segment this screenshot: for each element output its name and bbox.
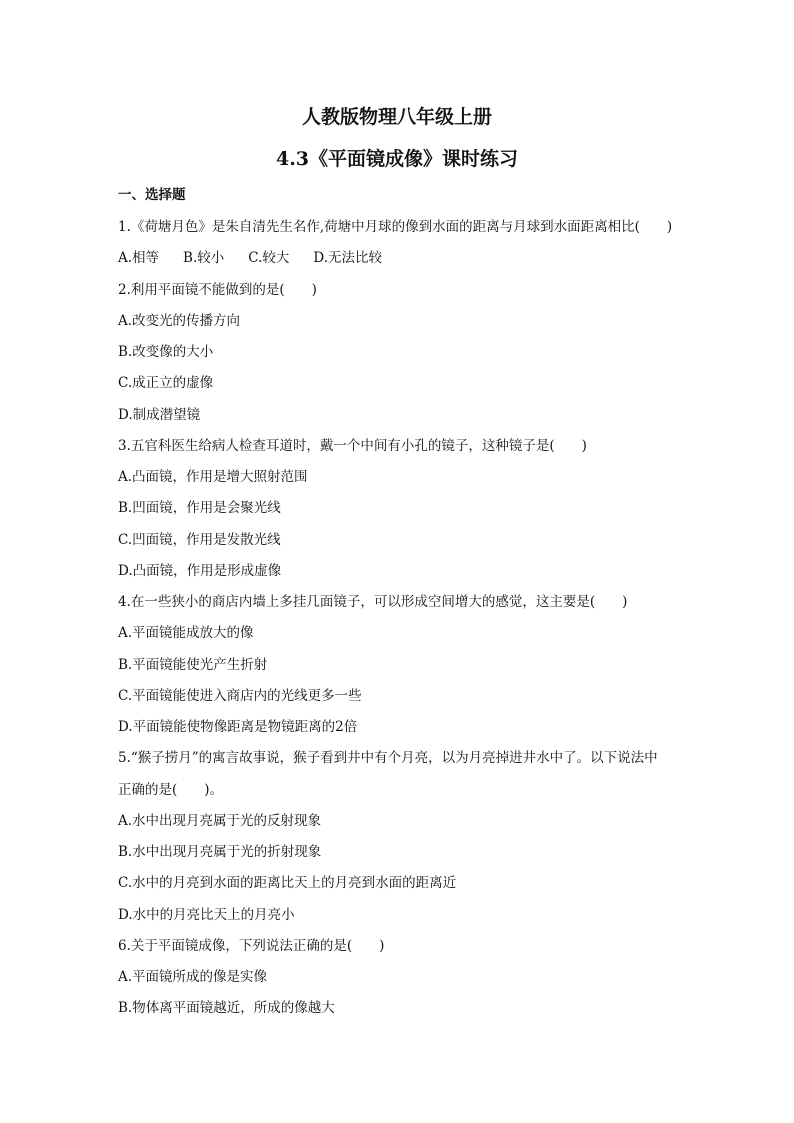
question-stem-continued: 正确的是( )。 xyxy=(118,781,224,798)
option: D.水中的月亮比天上的月亮小 xyxy=(118,906,295,923)
section-heading: 一、选择题 xyxy=(118,187,186,203)
option: D.平面镜能使物像距离是物镜距离的2倍 xyxy=(118,719,358,735)
option: B.水中出现月亮属于光的折射现象 xyxy=(118,844,322,860)
question-stem: 5.“猴子捞月”的寓言故事说，猴子看到井中有个月亮，以为月亮掉进井水中了。以下说法中 xyxy=(118,750,658,767)
question-stem: 4.在一些狭小的商店内墙上多挂几面镜子，可以形成空间增大的感觉，这主要是( ) xyxy=(118,594,628,610)
option: C.平面镜能使进入商店内的光线更多一些 xyxy=(118,687,362,704)
option: D.制成潜望镜 xyxy=(118,406,201,423)
option: A.水中出现月亮属于光的反射现象 xyxy=(118,812,322,829)
option: C.水中的月亮到水面的距离比天上的月亮到水面的距离近 xyxy=(118,875,457,892)
option: A.平面镜所成的像是实像 xyxy=(118,969,268,985)
option: B.凹面镜，作用是会聚光线 xyxy=(118,500,281,517)
document-title: 人教版物理八年级上册 xyxy=(301,106,492,128)
question-options-row xyxy=(118,243,718,274)
option: A.凸面镜，作用是增大照射范围 xyxy=(118,469,308,485)
option: C.较大 xyxy=(248,250,290,267)
option: C.凹面镜，作用是发散光线 xyxy=(118,531,281,548)
option: D.凸面镜，作用是形成虚像 xyxy=(118,562,282,579)
option: B.较小 xyxy=(183,250,225,267)
document-subtitle: 4.3《平面镜成像》课时练习 xyxy=(275,148,519,170)
option: B.物体离平面镜越近，所成的像越大 xyxy=(118,1000,335,1017)
option: B.改变像的大小 xyxy=(118,344,214,360)
question-stem: 2.利用平面镜不能做到的是( ) xyxy=(118,281,317,298)
question-list xyxy=(118,212,718,1025)
option: A.相等 xyxy=(118,250,160,267)
option: D.无法比较 xyxy=(313,250,383,267)
option: B.平面镜能使光产生折射 xyxy=(118,656,268,673)
question-stem: 3.五官科医生给病人检查耳道时，戴一个中间有小孔的镜子，这种镜子是( ) xyxy=(118,437,587,454)
option: A.平面镜能成放大的像 xyxy=(118,625,254,642)
question-stem: 1.《荷塘月色》是朱自清先生名作,荷塘中月球的像到水面的距离与月球到水面距离相比( ) xyxy=(118,219,673,235)
option: C.成正立的虚像 xyxy=(118,375,214,392)
question-stem: 6.关于平面镜成像，下列说法正确的是( ) xyxy=(118,937,385,954)
option: A.改变光的传播方向 xyxy=(118,312,241,329)
